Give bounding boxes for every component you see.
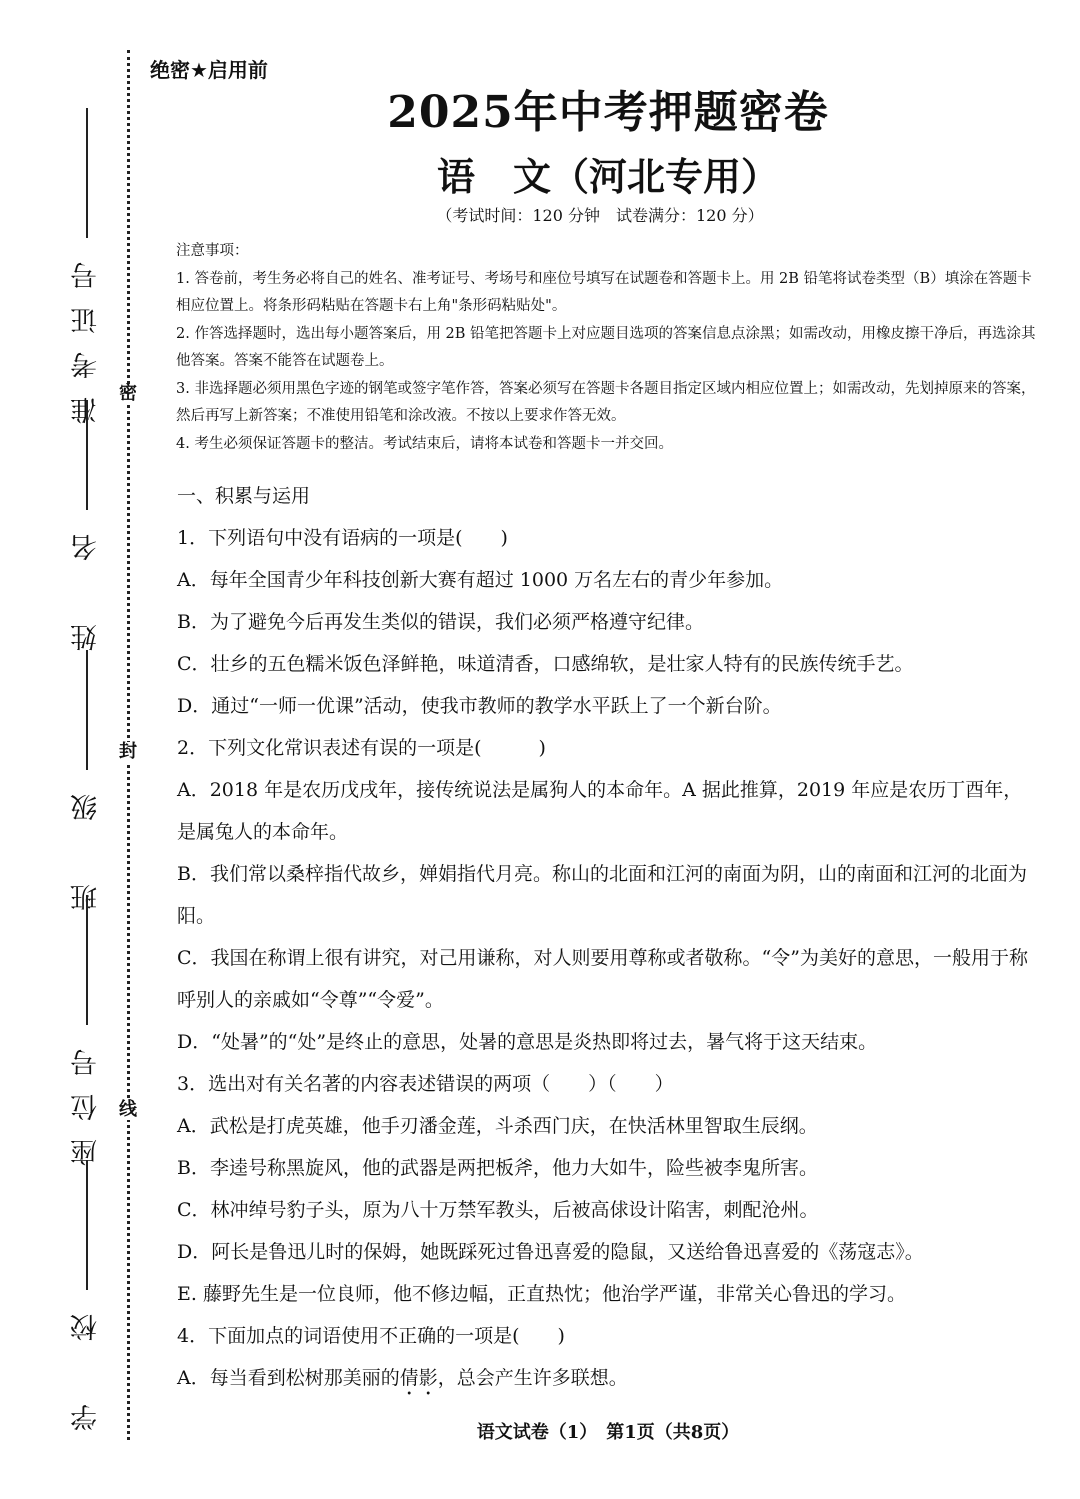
seat-number-label: 座位号 [71,1031,102,1166]
question-section [177,475,1037,1400]
question-3-option-b: B．李逵号称黑旋风，他的武器是两把板斧，他力大如牛，险些被李鬼所害。 [177,1157,818,1179]
section-title: 一、积累与运用 [177,485,311,507]
name-line [86,400,88,510]
q4-option-a-text-before: A．每当看到松树那美丽的 [177,1367,400,1389]
name-field[interactable] [62,400,112,657]
question-3-option-d: D．阿长是鲁迅儿时的保姆，她既踩死过鲁迅喜爱的隐鼠，又送给鲁迅喜爱的《荡寇志》。 [177,1241,924,1263]
class-line [86,650,88,770]
name-label: 姓 名 [71,516,102,651]
question-1-option-b: B．为了避免今后再发生类似的错误，我们必须严格遵守纪律。 [177,611,704,633]
notice-item: 4. 考生必须保证答题卡的整洁。考试结束后，请将本试卷和答题卡一并交回。 [176,435,673,452]
question-1-option-a: A．每年全国青少年科技创新大赛有超过 1000 万名左右的青少年参加。 [177,569,784,591]
subject-title: 语 文（河北专用） [436,155,779,199]
school-line [86,1160,88,1290]
seal-char-xian: 线 [119,1099,137,1120]
school-field[interactable] [62,1160,112,1437]
school-label: 学 校 [71,1296,102,1431]
seat-number-line [86,895,88,1025]
class-label: 班 级 [71,776,102,911]
page-footer: 语文试卷（1） 第1页（共8页） [476,1422,740,1443]
question-4-stem: 4．下面加点的词语使用不正确的一项是( ) [177,1325,565,1347]
question-1-option-d: D．通过“一师一优课”活动，使我市教师的教学水平跃上了一个新台阶。 [177,695,782,717]
q4-dotted-word: 倩影 [399,1367,438,1389]
question-1-option-c: C．壮乡的五色糯米饭色泽鲜艳，味道清香，口感绵软，是壮家人特有的民族传统手艺。 [177,653,914,675]
exam-info: （考试时间：120 分钟 试卷满分：120 分） [436,206,764,225]
notice-block [176,238,1038,458]
question-4-option-a [177,1357,1037,1400]
notice-item: 3. 非选择题必须用黑色字迹的钢笔或签字笔作答，答案必须写在答题卡各题目指定区域内相应位置上；如需改动，先划掉原来的答案，然后再写上新答案；不准使用铅笔和涂改液。不按以上要求作答无效。 [176,380,1036,424]
question-2-option-b: B．我们常以桑梓指代故乡，婵娟指代月亮。称山的北面和江河的南面为阴，山的南面和江河的北面为阳。 [177,863,1027,927]
question-3-option-e: E. 藤野先生是一位良师，他不修边幅，正直热忱；他治学严谨，非常关心鲁迅的学习。 [177,1283,906,1305]
question-2-option-c: C．我国在称谓上很有讲究，对己用谦称，对人则要用尊称或者敬称。“令”为美好的意思，一般用于称呼别人的亲戚如“令尊”“令爱”。 [177,947,1028,1011]
notice-item: 1. 答卷前，考生务必将自己的姓名、准考证号、考场号和座位号填写在试题卷和答题卡上。用 2B 铅笔将试卷类型（B）填涂在答题卡相应位置上。将条形码粘贴在答题卡右上角"条形码粘贴处"。 [176,270,1032,314]
question-3-stem: 3．选出对有关名著的内容表述错误的两项（ ）（ ） [177,1073,674,1095]
question-3-option-a: A．武松是打虎英雄，他手刃潘金莲，斗杀西门庆，在快活林里智取生辰纲。 [177,1115,818,1137]
exam-title: 2025年中考押题密卷 [387,87,829,138]
q4-option-a-text-after: ，总会产生许多联想。 [437,1367,628,1389]
question-2-stem: 2．下列文化常识表述有误的一项是( ) [177,737,546,759]
seat-number-field[interactable] [62,895,112,1172]
confidential-label: 绝密★启用前 [150,58,268,82]
seal-char-mi: 密 [119,383,137,404]
question-1-stem: 1．下列语句中没有语病的一项是( ) [177,527,508,549]
notice-heading: 注意事项： [176,243,249,259]
class-field[interactable] [62,650,112,917]
question-2-option-a: A．2018 年是农历戊戌年，接传统说法是属狗人的本命年。A 据此推算，2019 年应是农历丁酉年，是属兔人的本命年。 [177,779,1023,843]
question-3-option-c: C．林冲绰号豹子头，原为八十万禁军教头，后被高俅设计陷害，刺配沧州。 [177,1199,819,1221]
admission-number-label: 准考证号 [71,244,102,424]
question-2-option-d: D．“处暑”的“处”是终止的意思，处暑的意思是炎热即将过去，暑气将于这天结束。 [177,1031,878,1053]
notice-item: 2. 作答选择题时，选出每小题答案后，用 2B 铅笔把答题卡上对应题目选项的答案信息点涂黑；如需改动，用橡皮擦干净后，再选涂其他答案。答案不能答在试题卷上。 [176,325,1036,369]
seal-char-feng: 封 [119,741,137,762]
